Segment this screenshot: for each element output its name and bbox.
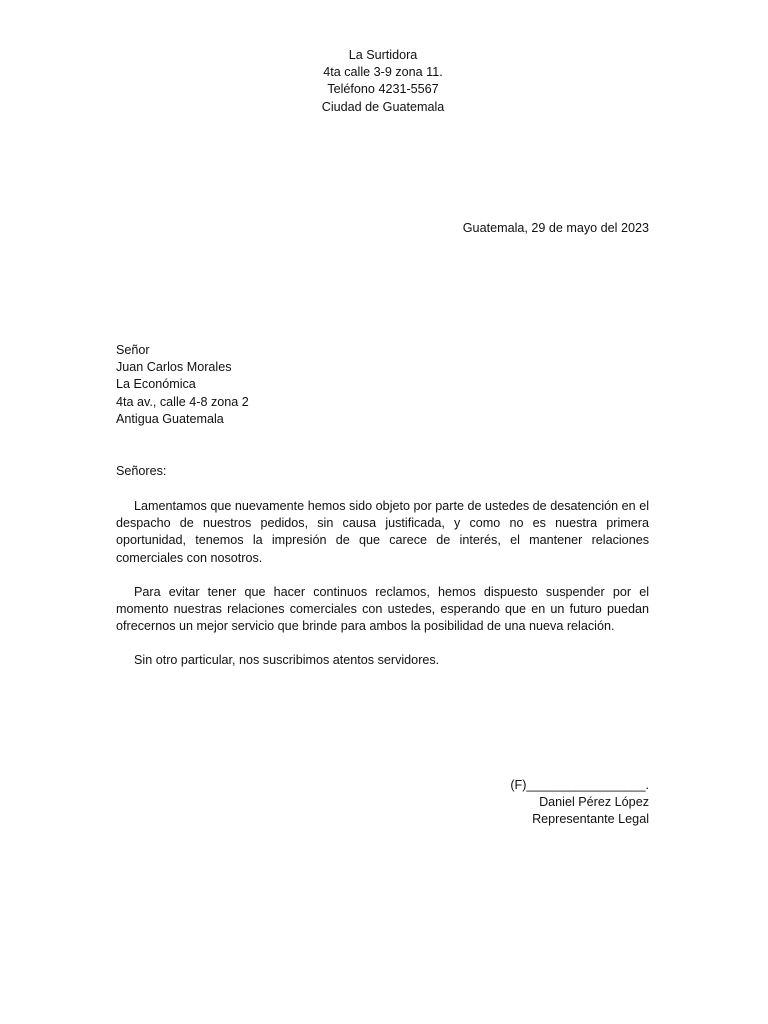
- recipient-title: Señor: [116, 343, 150, 357]
- sender-city: Ciudad de Guatemala: [321, 99, 445, 114]
- signature-line: (F)_________________.: [510, 778, 649, 792]
- recipient-address: 4ta av., calle 4-8 zona 2: [116, 394, 249, 409]
- salutation: Señores:: [116, 464, 167, 478]
- letter-body: [116, 498, 649, 670]
- signatory-role: Representante Legal: [532, 812, 649, 827]
- sender-company: La Surtidora: [348, 48, 418, 62]
- letter-date: Guatemala, 29 de mayo del 2023: [462, 221, 649, 235]
- recipient-city: Antigua Guatemala: [116, 411, 224, 426]
- signature-block: [510, 777, 649, 829]
- body-paragraph-1: Lamentamos que nuevamente hemos sido objeto por parte de ustedes de desatención en el despacho de nuestros pedidos, sin causa justificada, y como no es nuestra primera oportunidad, tenemos la impresión de que carece de interés, el mantener relaciones comerciales con nosotros.: [116, 499, 649, 565]
- closing-line: Sin otro particular, nos suscribimos atentos servidores.: [134, 653, 440, 668]
- recipient-name: Juan Carlos Morales: [116, 360, 232, 375]
- recipient-block: [116, 342, 249, 428]
- recipient-company: La Económica: [116, 377, 196, 392]
- sender-phone: Teléfono 4231-5567: [327, 82, 439, 97]
- body-paragraph-2: Para evitar tener que hacer continuos reclamos, hemos dispuesto suspender por el momento nuestras relaciones comerciales con ustedes, esperando que en un futuro puedan ofrecernos un mejor servicio que brinde para ambos la posibilidad de una nueva relación.: [116, 584, 649, 634]
- sender-header: [0, 47, 766, 116]
- sender-address: 4ta calle 3-9 zona 11.: [323, 65, 443, 80]
- signatory-name: Daniel Pérez López: [539, 795, 649, 810]
